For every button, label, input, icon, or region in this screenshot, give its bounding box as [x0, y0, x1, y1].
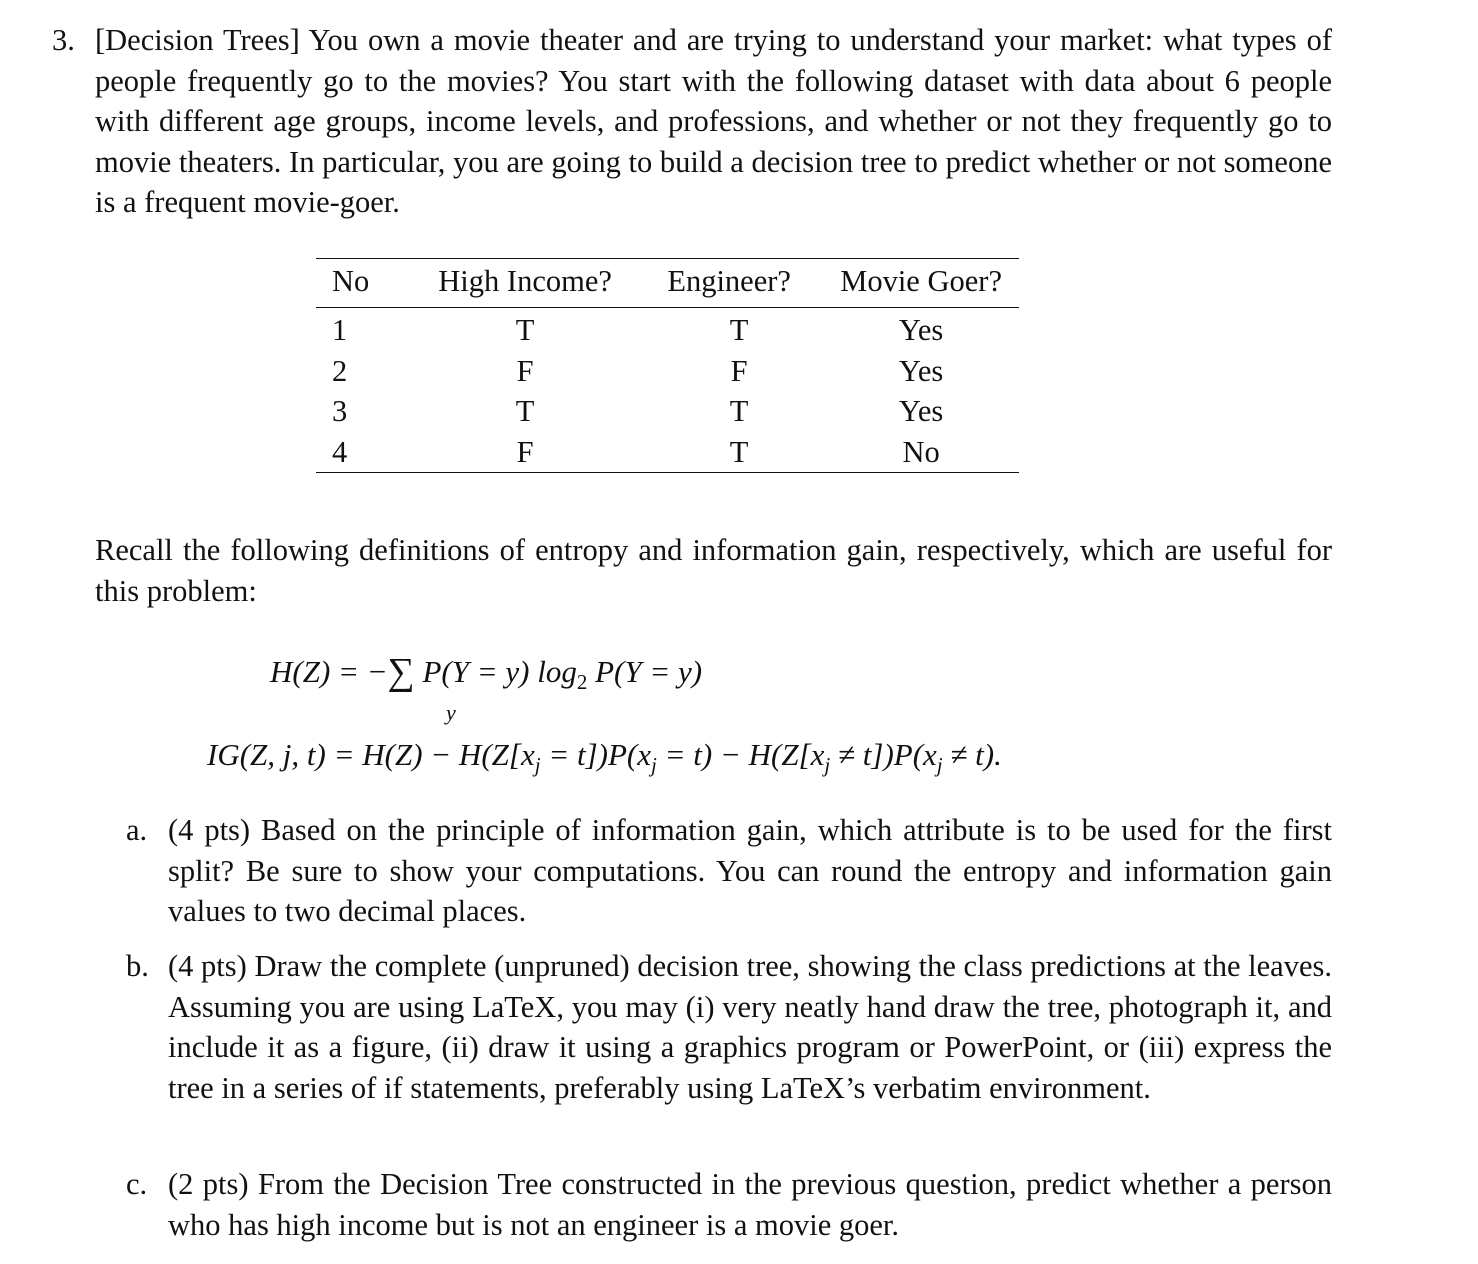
ig-sub3: j: [824, 753, 831, 777]
cell-engineer: T: [729, 434, 749, 469]
cell-no: 2: [332, 353, 348, 388]
cell-no: 3: [332, 394, 348, 428]
ig-sub1: j: [534, 753, 541, 777]
item-label-b: b.: [126, 949, 149, 983]
item-c-text: (2 pts) From the Decision Tree constructed in the previous question, predict whether a person who has high income but is not an engineer is a movie goer.: [168, 1167, 1332, 1242]
header-movie-goer: Movie Goer?: [840, 264, 1002, 298]
ig-part1: IG(Z, j, t) = H(Z) − H(Z[x: [207, 737, 535, 772]
item-label-a: a.: [126, 813, 148, 847]
cell-no: 4: [332, 434, 348, 469]
sigma-symbol: ∑: [387, 651, 415, 693]
ig-sub2: j: [651, 753, 657, 777]
entropy-tail: P(Y = y): [587, 654, 703, 689]
cell-engineer: T: [729, 313, 749, 347]
ig-part3: = t) − H(Z[x: [656, 737, 825, 772]
entropy-lhs: H(Z) = −: [270, 654, 388, 689]
cell-movie-goer: Yes: [898, 394, 944, 428]
cell-movie-goer: Yes: [898, 313, 944, 347]
cell-high-income: T: [515, 313, 535, 347]
table-row: [316, 432, 1019, 473]
entropy-rhs: P(Y = y) log: [422, 654, 577, 689]
cell-movie-goer: Yes: [898, 353, 944, 388]
ig-part2: = t])P(x: [540, 737, 651, 772]
cell-high-income: T: [515, 394, 535, 428]
information-gain-formula: [207, 735, 1002, 778]
cell-high-income: F: [516, 353, 534, 388]
log-base: 2: [576, 670, 588, 694]
sum-index: y: [446, 700, 456, 725]
header-no: No: [332, 264, 370, 298]
ig-part4: ≠ t])P(x: [830, 737, 937, 772]
item-b-text: (4 pts) Draw the complete (unpruned) decision tree, showing the class predictions at the leaves. Assuming you are using LaTeX, you may (i) very neatly hand draw the tree, photograph it, and include it as a figure, (ii) draw it using a graphics program or PowerPoint, or (iii) express the tree in a series of if statements, preferably using LaTeX’s verbatim environment.: [168, 949, 1332, 1105]
cell-movie-goer: No: [902, 434, 940, 469]
cell-high-income: F: [516, 434, 534, 469]
recall-text: Recall the following definitions of entropy and information gain, respectively, which are useful for this problem:: [95, 533, 1332, 608]
ig-part5: ≠ t).: [942, 737, 1002, 772]
table-row: [316, 308, 1019, 351]
header-high-income: High Income?: [438, 264, 612, 298]
dataset-table: [316, 258, 1019, 473]
cell-engineer: F: [730, 353, 748, 388]
cell-engineer: T: [729, 394, 749, 428]
entropy-formula: [270, 650, 702, 695]
question-intro: [Decision Trees] You own a movie theater and are trying to understand your market: what types of people frequently go to the movies? You start with the following dataset with data about 6 people with different age groups, income levels, and professions, and whether or not they frequently go to movie theaters. In particular, you are going to build a decision tree to predict whether or not someone is a frequent movie-goer.: [95, 23, 1332, 220]
item-a-text: (4 pts) Based on the principle of information gain, which attribute is to be used for the first split? Be sure to show your computations. You can round the entropy and information gain values to two decimal places.: [168, 813, 1332, 929]
header-engineer: Engineer?: [667, 264, 791, 298]
table-header-row: [316, 259, 1019, 308]
ig-sub4: j: [936, 753, 943, 777]
cell-no: 1: [332, 313, 348, 347]
item-label-c: c.: [126, 1167, 148, 1201]
question-number: 3.: [52, 23, 75, 57]
table-row: [316, 391, 1019, 432]
table-row: [316, 351, 1019, 392]
